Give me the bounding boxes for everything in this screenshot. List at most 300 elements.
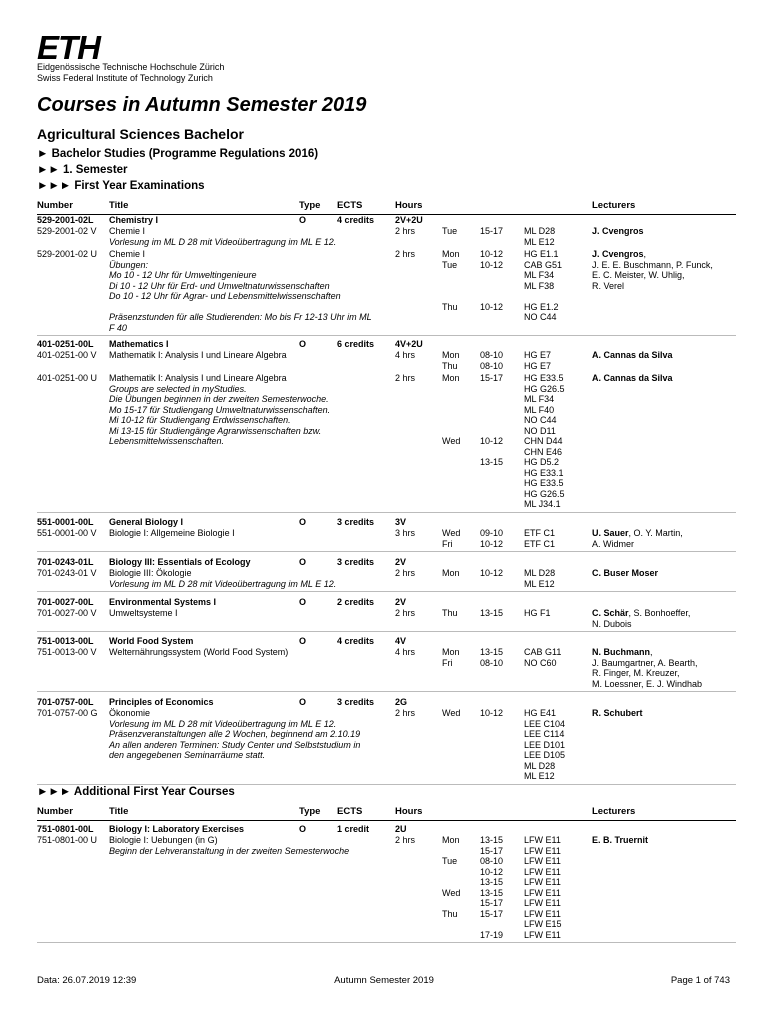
- unit-time-column: [480, 608, 503, 619]
- unit-day: Thu: [442, 360, 458, 371]
- unit-day: [442, 405, 460, 416]
- course-title: Principles of Economics: [109, 697, 214, 707]
- unit-room: ML E12: [524, 236, 555, 247]
- unit-room: CHN D44: [524, 436, 563, 446]
- course-block: [37, 824, 736, 943]
- unit-room-column: [524, 249, 562, 323]
- course-unit-row: [37, 608, 736, 631]
- unit-room: LFW E11: [524, 856, 561, 866]
- course-header: [37, 517, 736, 528]
- unit-note: Übungen:: [109, 259, 149, 270]
- lecturer-name: J. E. E. Buschmann, P. Funck,: [592, 259, 713, 270]
- unit-room: LFW E11: [524, 845, 561, 856]
- lecturer-line: [592, 270, 713, 281]
- unit-lecturers: [592, 647, 702, 689]
- course-block: [37, 636, 736, 692]
- course-unit-row: [37, 568, 736, 591]
- lecturer-name: A. Widmer: [592, 538, 635, 549]
- unit-room: HG E33.5: [524, 478, 564, 488]
- unit-room: CAB G11: [524, 647, 562, 657]
- unit-lecturers: [592, 835, 648, 846]
- unit-room-column: [524, 226, 555, 247]
- lecturer-line: [592, 708, 643, 719]
- unit-time-column: [480, 528, 503, 549]
- unit-time: [480, 415, 503, 426]
- unit-hours: 2 hrs: [395, 608, 416, 618]
- unit-room: HG E1.2: [524, 301, 559, 312]
- lecturer-name: E. B. Truernit: [592, 835, 649, 845]
- course-type: O: [299, 517, 307, 527]
- footer-page-number: Page 1 of 743: [670, 975, 730, 986]
- unit-day-column: [442, 249, 460, 312]
- course-block: [37, 215, 736, 336]
- lecturer-name: R. Finger, M. Kreuzer,: [592, 668, 680, 678]
- unit-number: 751-0013-00 V: [37, 647, 97, 657]
- unit-room-column: [524, 647, 561, 668]
- unit-time: 10-12: [480, 538, 504, 549]
- unit-lecturers: [592, 528, 683, 549]
- section-heading: ►►► Additional First Year Courses: [37, 786, 235, 798]
- unit-day-column: [442, 608, 458, 619]
- unit-day: Fri: [442, 538, 453, 549]
- course-number: 551-0001-00L: [37, 517, 94, 527]
- unit-time-column: [480, 350, 503, 371]
- unit-number: 751-0801-00 U: [37, 835, 98, 845]
- unit-number: 551-0001-00 V: [37, 528, 97, 538]
- unit-time: [480, 394, 503, 405]
- unit-hours: 2 hrs: [395, 226, 416, 236]
- unit-hours: 2 hrs: [395, 568, 416, 578]
- unit-note: Vorlesung im ML D 28 mit Videoübertragung im ML E 12.: [109, 718, 337, 729]
- unit-lecturers: [592, 708, 643, 719]
- lecturer-name: A. Cannas da Silva: [592, 373, 673, 383]
- unit-room: NO C44: [524, 415, 557, 425]
- course-ects: 3 credits: [337, 517, 375, 527]
- unit-hours: 4 hrs: [395, 350, 416, 360]
- unit-day-column: [442, 568, 460, 579]
- column-header-type: Type: [299, 200, 321, 211]
- lecturer-name: E. C. Meister, W. Uhlig,: [592, 270, 685, 280]
- column-header-number: Number: [37, 200, 73, 211]
- lecturer-line: [592, 608, 690, 619]
- unit-time: 08-10: [480, 360, 504, 371]
- lecturer-name: R. Schubert: [592, 708, 643, 718]
- course-type: O: [299, 636, 307, 646]
- unit-time-column: [480, 226, 503, 237]
- lecturer-line: [592, 226, 644, 237]
- unit-title: Mathematik I: Analysis I und Lineare Algebra: [109, 373, 287, 383]
- column-header-lecturers: Lecturers: [592, 200, 636, 211]
- unit-day: [442, 291, 460, 302]
- unit-day: [442, 867, 460, 878]
- unit-room: HG E33.1: [524, 467, 564, 478]
- unit-time: [480, 291, 503, 302]
- unit-day: Wed: [442, 887, 461, 898]
- unit-room: LFW E11: [524, 887, 561, 898]
- unit-time: 15-17: [480, 845, 504, 856]
- programme-title: Agricultural Sciences Bachelor: [37, 126, 244, 142]
- unit-room: ML D28: [524, 226, 556, 236]
- unit-lecturers: [592, 350, 673, 361]
- unit-note: Mi 13-15 für Studiengänge Agrarwissenschaften bzw.: [109, 425, 322, 436]
- unit-title: Welternährungssystem (World Food System): [109, 647, 289, 657]
- lecturer-line: [592, 568, 658, 579]
- unit-note: Lebensmittelwissenschaften.: [109, 436, 225, 446]
- lecturer-line: [592, 619, 690, 630]
- unit-room: HG E41: [524, 708, 557, 718]
- unit-description: [109, 568, 359, 589]
- unit-description: [109, 373, 359, 447]
- unit-note: Beginn der Lehveranstaltung in der zweiten Semesterwoche: [109, 845, 350, 856]
- unit-time: 10-12: [480, 436, 504, 446]
- unit-hours: 2 hrs: [395, 835, 416, 845]
- lecturer-others: , S. Bonhoeffer,: [628, 608, 691, 618]
- unit-time: [480, 270, 503, 281]
- unit-time: 10-12: [480, 259, 504, 270]
- unit-room: ML E12: [524, 771, 555, 781]
- unit-note: Di 10 - 12 Uhr für Erd- und Umweltnaturwissenschaften: [109, 280, 330, 291]
- unit-time: 13-15: [480, 457, 504, 467]
- unit-room: LEE D105: [524, 750, 566, 760]
- unit-room: ETF C1: [524, 538, 556, 549]
- unit-hours: 2 hrs: [395, 708, 416, 718]
- unit-description: [109, 708, 359, 761]
- unit-note: [109, 302, 359, 313]
- course-hours: 2V: [395, 597, 407, 607]
- unit-room-column: [524, 528, 555, 549]
- lecturer-line: [592, 373, 673, 384]
- course-unit-row: [37, 350, 736, 373]
- unit-note: Mo 10 - 12 Uhr für Umweltingenieure: [109, 270, 257, 280]
- course-ects: 4 credits: [337, 215, 375, 225]
- unit-time-column: [480, 647, 503, 668]
- unit-lecturers: [592, 226, 644, 237]
- unit-room: ML F34: [524, 394, 555, 404]
- course-header: [37, 697, 736, 708]
- lecturer-others: , O. Y. Martin,: [628, 528, 683, 538]
- course-title: General Biology I: [109, 517, 184, 527]
- course-block: [37, 557, 736, 592]
- unit-room: LEE C114: [524, 729, 565, 739]
- unit-room: LFW E15: [524, 919, 562, 929]
- unit-time: 13-15: [480, 887, 504, 898]
- lecturer-others: ,: [650, 647, 653, 657]
- unit-note: F 40: [109, 322, 127, 333]
- unit-number: 701-0757-00 G: [37, 708, 98, 718]
- course-block: [37, 517, 736, 552]
- course-header: [37, 636, 736, 647]
- unit-day: [442, 394, 460, 405]
- course-block: [37, 697, 736, 785]
- unit-day: [442, 877, 460, 888]
- unit-time: 17-19: [480, 929, 504, 940]
- unit-day-column: [442, 647, 460, 668]
- unit-number: 529-2001-02 V: [37, 226, 97, 236]
- unit-time: 09-10: [480, 528, 504, 538]
- unit-day: [442, 468, 460, 479]
- course-type: O: [299, 824, 307, 834]
- course-block: [37, 339, 736, 513]
- unit-day-column: [442, 528, 460, 549]
- unit-description: [109, 835, 359, 856]
- unit-room: ETF C1: [524, 528, 556, 538]
- unit-title: Biologie III: Ökologie: [109, 568, 192, 578]
- unit-room: LEE D101: [524, 739, 566, 750]
- course-title: World Food System: [109, 636, 194, 646]
- eth-logo: ETH: [37, 29, 100, 66]
- unit-day-column: [442, 350, 460, 371]
- course-unit-row: [37, 249, 736, 335]
- unit-day: Wed: [442, 708, 461, 718]
- lecturer-line: [592, 658, 702, 669]
- course-header: [37, 215, 736, 226]
- lecturer-line: [592, 835, 648, 846]
- course-title: Mathematics I: [109, 339, 169, 349]
- lecturer-others: ,: [643, 249, 647, 259]
- unit-room: HG E7: [524, 360, 552, 371]
- unit-hours: 3 hrs: [395, 528, 416, 538]
- unit-day: [442, 281, 460, 292]
- unit-room: LFW E11: [524, 898, 561, 908]
- lecturer-name: R. Verel: [592, 280, 625, 291]
- course-number: 751-0013-00L: [37, 636, 94, 646]
- course-unit-row: [37, 708, 736, 784]
- unit-day: Thu: [442, 908, 458, 919]
- course-ects: 4 credits: [337, 636, 375, 646]
- unit-room: CHN E46: [524, 446, 563, 457]
- unit-time: 13-15: [480, 608, 504, 618]
- course-hours: 4V+2U: [395, 339, 423, 349]
- unit-room: ML F38: [524, 280, 555, 291]
- unit-time: [480, 919, 503, 930]
- table-header: [37, 200, 736, 215]
- unit-description: [109, 608, 359, 619]
- lecturer-line: [592, 281, 713, 292]
- course-hours: 2V: [395, 557, 407, 567]
- unit-room: HG G26.5: [524, 488, 565, 499]
- course-number: 401-0251-00L: [37, 339, 94, 349]
- unit-time: [480, 405, 503, 416]
- course-type: O: [299, 597, 307, 607]
- course-header: [37, 339, 736, 350]
- lecturer-line: [592, 260, 713, 271]
- course-unit-row: [37, 647, 736, 691]
- unit-day: [442, 478, 460, 489]
- unit-note: Präsenzstunden für alle Studierenden: Mo bis Fr 12-13 Uhr im ML: [109, 312, 372, 322]
- unit-day: Tue: [442, 856, 458, 866]
- unit-note: Vorlesung im ML D 28 mit Videoübertragung im ML E 12.: [109, 236, 337, 247]
- course-hours: 4V: [395, 636, 407, 646]
- course-ects: 6 credits: [337, 339, 375, 349]
- unit-time: 15-17: [480, 908, 504, 919]
- unit-day: Mon: [442, 249, 460, 259]
- institution-line-en: Swiss Federal Institute of Technology Zurich: [37, 73, 213, 83]
- unit-time: [480, 478, 503, 489]
- unit-room: NO C60: [524, 657, 557, 668]
- lecturer-name: C. Schär: [592, 608, 629, 618]
- unit-time: 15-17: [480, 898, 504, 908]
- course-unit-row: [37, 528, 736, 551]
- course-number: 529-2001-02L: [37, 215, 94, 225]
- course-number: 701-0243-01L: [37, 557, 94, 567]
- course-block: [37, 597, 736, 632]
- course-hours: 2U: [395, 824, 407, 834]
- course-hours: 3V: [395, 517, 407, 527]
- lecturer-line: [592, 249, 713, 260]
- unit-hours: 4 hrs: [395, 647, 416, 657]
- programme-regulations-heading: ► Bachelor Studies (Programme Regulations 2016): [37, 148, 319, 160]
- unit-time: 10-12: [480, 708, 504, 718]
- lecturer-name: J. Baumgartner, A. Bearth,: [592, 657, 698, 668]
- lecturer-line: [592, 668, 702, 679]
- unit-room: HG F1: [524, 608, 551, 618]
- unit-day: [442, 919, 460, 930]
- unit-day: Wed: [442, 436, 461, 446]
- unit-day: Mon: [442, 350, 460, 360]
- unit-time: [480, 426, 503, 437]
- unit-description: [109, 350, 359, 361]
- unit-title: Chemie I: [109, 226, 146, 236]
- unit-day: [442, 846, 460, 857]
- unit-room: HG E7: [524, 350, 552, 360]
- course-number: 751-0801-00L: [37, 824, 94, 834]
- unit-room: LFW E11: [524, 866, 561, 877]
- unit-room: LFW E11: [524, 877, 561, 887]
- course-ects: 1 credit: [337, 824, 370, 834]
- unit-time: 10-12: [480, 866, 504, 877]
- unit-time: 13-15: [480, 647, 504, 657]
- unit-day-column: [442, 835, 460, 940]
- unit-room: NO C44: [524, 312, 557, 322]
- unit-time-column: [480, 249, 503, 312]
- unit-number: 701-0027-00 V: [37, 608, 97, 618]
- footer-date: Data: 26.07.2019 12:39: [37, 975, 137, 986]
- course-title: Environmental Systems I: [109, 597, 217, 607]
- lecturer-name: J. Cvengros: [592, 249, 644, 259]
- lecturer-name: N. Buchmann: [592, 647, 651, 657]
- course-header: [37, 824, 736, 835]
- unit-room-column: [524, 835, 562, 940]
- course-header: [37, 557, 736, 568]
- unit-day-column: [442, 226, 457, 237]
- unit-description: [109, 226, 359, 247]
- unit-day: Tue: [442, 226, 458, 236]
- unit-description: [109, 528, 359, 539]
- unit-room: CAB G51: [524, 259, 563, 270]
- unit-room-column: [524, 350, 551, 371]
- unit-room: LFW E11: [524, 908, 561, 919]
- unit-day: Thu: [442, 301, 458, 312]
- unit-room-column: [524, 708, 565, 782]
- unit-note: Groups are selected in myStudies.: [109, 383, 247, 394]
- unit-time: [480, 281, 503, 292]
- unit-note: Vorlesung im ML D 28 mit Videoübertragung im ML E 12.: [109, 578, 337, 589]
- unit-title: Biologie I: Allgemeine Biologie I: [109, 528, 235, 538]
- unit-day: Tue: [442, 259, 458, 270]
- unit-day: [442, 270, 460, 281]
- institution-name: [37, 62, 224, 84]
- unit-day-column: [442, 708, 460, 719]
- unit-room: LFW E11: [524, 835, 561, 845]
- course-ects: 3 credits: [337, 557, 375, 567]
- unit-day: [442, 384, 460, 395]
- unit-hours: 2 hrs: [395, 249, 416, 259]
- column-header-hours: Hours: [395, 806, 423, 817]
- lecturer-name: M. Loessner, E. J. Windhab: [592, 678, 703, 689]
- unit-day: Mon: [442, 647, 460, 657]
- column-header-ects: ECTS: [337, 806, 363, 817]
- unit-time-column: [480, 835, 503, 940]
- unit-time: 13-15: [480, 877, 504, 887]
- course-type: O: [299, 339, 307, 349]
- lecturer-name: J. Cvengros: [592, 226, 644, 236]
- unit-room: NO D11: [524, 425, 556, 436]
- column-header-type: Type: [299, 806, 321, 817]
- unit-room: ML D28: [524, 760, 556, 771]
- unit-day: Wed: [442, 528, 461, 538]
- column-header-lecturers: Lecturers: [592, 806, 636, 817]
- unit-description: [109, 249, 372, 333]
- unit-note: Do 10 - 12 Uhr für Agrar- und Lebensmittelwissenschaften: [109, 291, 341, 301]
- course-unit-row: [37, 373, 736, 512]
- unit-day: Thu: [442, 608, 458, 618]
- unit-time: [480, 468, 503, 479]
- lecturer-name: A. Cannas da Silva: [592, 350, 673, 360]
- table-header: [37, 806, 736, 821]
- unit-time: 10-12: [480, 301, 504, 312]
- unit-note: An allen anderen Terminen: Study Center und Selbststudium in: [109, 739, 361, 750]
- unit-day: Mon: [442, 568, 460, 578]
- lecturer-line: [592, 539, 683, 550]
- column-header-title: Title: [109, 806, 129, 817]
- unit-day: [442, 447, 460, 458]
- unit-note: den angegebenen Seminarräume statt.: [109, 750, 266, 760]
- unit-time: 10-12: [480, 249, 504, 259]
- unit-room: ML J34.1: [524, 499, 561, 509]
- unit-room: HG E33.5: [524, 373, 564, 383]
- course-hours: 2G: [395, 697, 408, 707]
- document-title: Courses in Autumn Semester 2019: [37, 94, 367, 116]
- course-title: Biology III: Essentials of Ecology: [109, 557, 251, 567]
- unit-note: Mi 10-12 für Studiengang Erdwissenschaften.: [109, 415, 291, 425]
- footer-semester: Autumn Semester 2019: [334, 975, 434, 986]
- unit-room-column: [524, 608, 551, 619]
- unit-day: [442, 426, 460, 437]
- unit-time-column: [480, 568, 503, 579]
- unit-time: [480, 384, 503, 395]
- section-heading: ►►► First Year Examinations: [37, 180, 205, 192]
- course-title: Biology I: Laboratory Exercises: [109, 824, 245, 834]
- course-ects: 3 credits: [337, 697, 375, 707]
- unit-time-column: [480, 373, 503, 489]
- unit-title: Mathematik I: Analysis I und Lineare Algebra: [109, 350, 287, 360]
- unit-time: 10-12: [480, 568, 504, 578]
- unit-time: 08-10: [480, 350, 504, 360]
- course-header: [37, 597, 736, 608]
- unit-lecturers: [592, 373, 673, 384]
- unit-day: [442, 415, 460, 426]
- unit-room: LEE C104: [524, 718, 566, 729]
- unit-room: HG D5.2: [524, 457, 560, 467]
- unit-time: 15-17: [480, 226, 504, 236]
- course-hours: 2V+2U: [395, 215, 423, 225]
- lecturer-name: U. Sauer: [592, 528, 629, 538]
- column-header-number: Number: [37, 806, 73, 817]
- unit-note: Mo 15-17 für Studiengang Umweltnaturwissenschaften.: [109, 404, 331, 415]
- lecturer-line: [592, 679, 702, 690]
- unit-room: ML F34: [524, 270, 555, 280]
- unit-room: LFW E11: [524, 929, 561, 940]
